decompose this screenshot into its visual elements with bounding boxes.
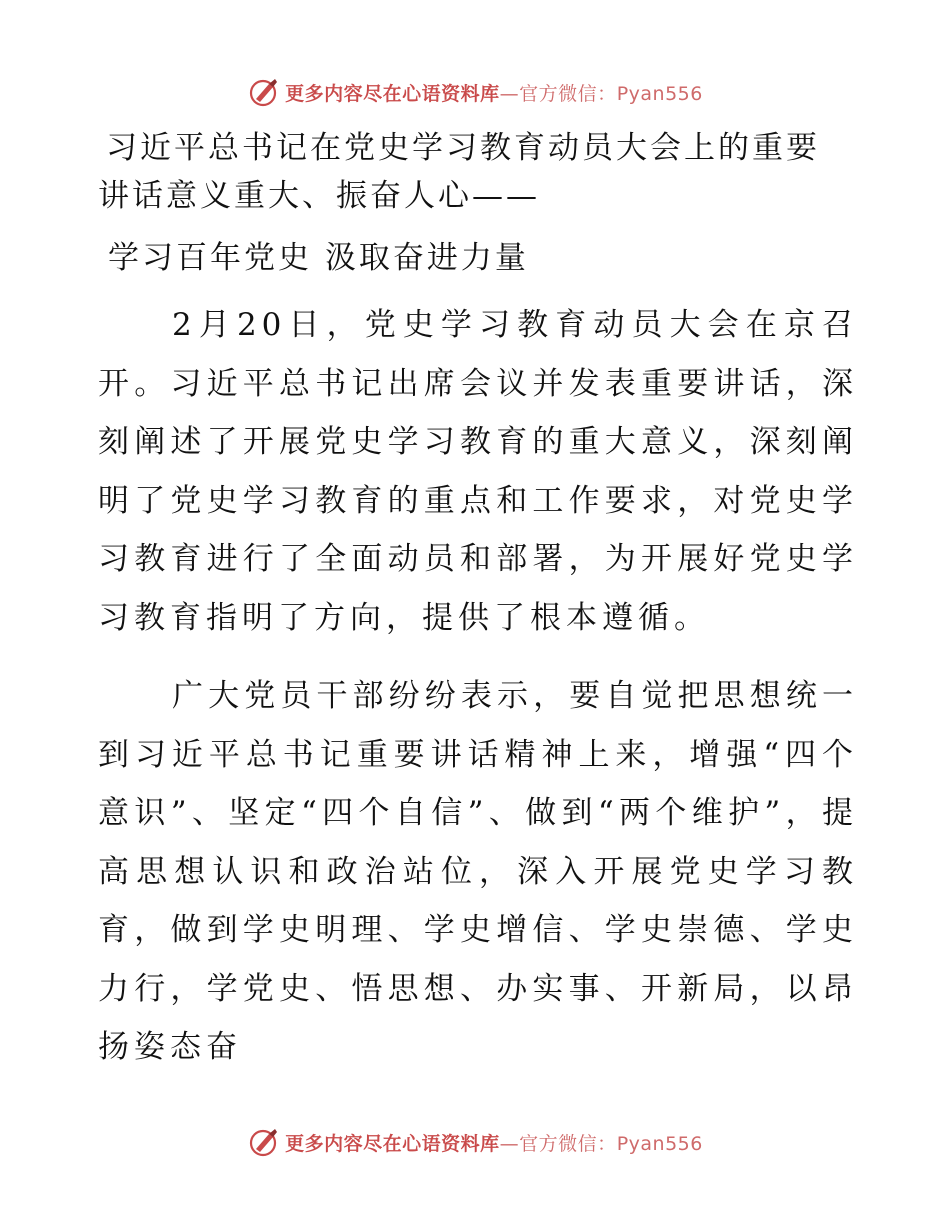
- watermark-text: 更多内容尽在心语资料库—官方微信：Pyan556: [285, 82, 703, 105]
- article-title: [98, 124, 858, 220]
- document-body: [98, 124, 858, 1077]
- article-subtitle: 学习百年党史 汲取奋进力量: [108, 240, 529, 276]
- title-line-2: 讲话意义重大、振奋人心——: [98, 178, 540, 214]
- pen-logo-icon: [247, 75, 281, 109]
- watermark-text: 更多内容尽在心语资料库—官方微信：Pyan556: [285, 1132, 703, 1155]
- footer-watermark: [0, 1122, 950, 1162]
- pen-logo-icon: [247, 1125, 281, 1159]
- paragraph-1: 2月20日，党史学习教育动员大会在京召开。习近平总书记出席会议并发表重要讲话，深刻阐述了开展党史学习教育的重大意义，深刻阐明了党史学习教育的重点和工作要求，对党史学习教育进行了全面动员和部署，为开展好党史学习教育指明了方向，提供了根本遵循。: [98, 307, 858, 636]
- header-watermark: [0, 72, 950, 112]
- title-line-1: 习近平总书记在党史学习教育动员大会上的重要: [106, 130, 820, 166]
- paragraph-2: 广大党员干部纷纷表示，要自觉把思想统一到习近平总书记重要讲话精神上来，增强“四个意识”、坚定“四个自信”、做到“两个维护”，提高思想认识和政治站位，深入开展党史学习教育，做到学史明理、学史增信、学史崇德、学史力行，学党史、悟思想、办实事、开新局，以昂扬姿态奋: [98, 678, 858, 1065]
